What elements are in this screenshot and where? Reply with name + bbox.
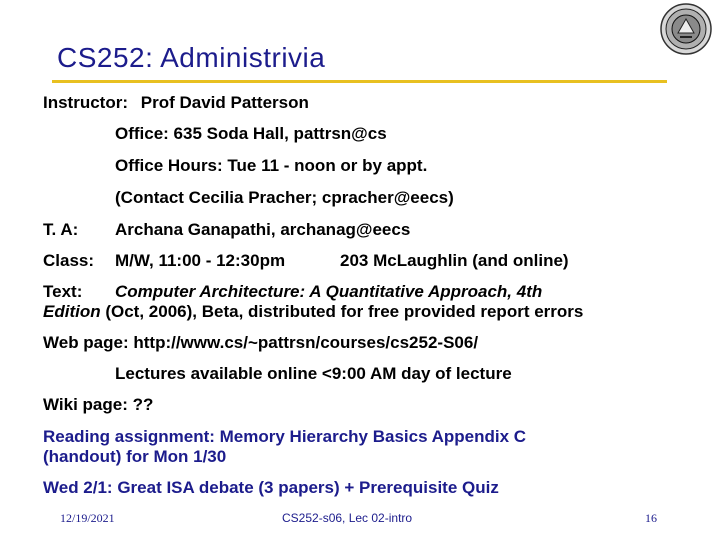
text-edition-line xyxy=(43,302,583,322)
slide-title: CS252: Administrivia xyxy=(57,42,326,73)
office-hours-line: Office Hours: Tue 11 - noon or by appt. xyxy=(115,156,428,175)
text-edition: Edition xyxy=(43,302,101,321)
title-underline xyxy=(52,80,667,83)
instructor-name: Prof David Patterson xyxy=(140,93,309,112)
instructor-line xyxy=(43,93,309,113)
class-location: 203 McLaughlin (and online) xyxy=(340,251,569,270)
web-page-line: Web page: http://www.cs/~pattrsn/courses/cs252-S06/ xyxy=(43,333,479,352)
text-rest: (Oct, 2006), Beta, distributed for free provided report errors xyxy=(105,302,584,321)
contact-line: (Contact Cecilia Pracher; cpracher@eecs) xyxy=(115,188,454,207)
ta-label: T. A: xyxy=(43,220,79,239)
lectures-line: Lectures available online <9:00 AM day of lecture xyxy=(115,364,512,383)
text-label: Text: xyxy=(43,282,83,301)
text-title: Computer Architecture: A Quantitative Approach, 4th xyxy=(115,282,543,301)
wed-line: Wed 2/1: Great ISA debate (3 papers) + Prerequisite Quiz xyxy=(43,478,499,497)
instructor-label: Instructor: xyxy=(43,93,128,112)
university-seal-icon xyxy=(660,3,712,55)
class-label: Class: xyxy=(43,251,95,270)
reading-line-2: (handout) for Mon 1/30 xyxy=(43,447,227,466)
reading-line-1: Reading assignment: Memory Hierarchy Basics Appendix C xyxy=(43,427,527,446)
class-time: M/W, 11:00 - 12:30pm xyxy=(115,251,286,270)
footer-date: 12/19/2021 xyxy=(60,511,115,525)
footer-page-number: 16 xyxy=(645,511,657,525)
wiki-line: Wiki page: ?? xyxy=(43,395,154,414)
ta-value: Archana Ganapathi, archanag@eecs xyxy=(115,220,411,239)
office-line: Office: 635 Soda Hall, pattrsn@cs xyxy=(115,124,387,143)
footer-center: CS252-s06, Lec 02-intro xyxy=(282,511,413,525)
